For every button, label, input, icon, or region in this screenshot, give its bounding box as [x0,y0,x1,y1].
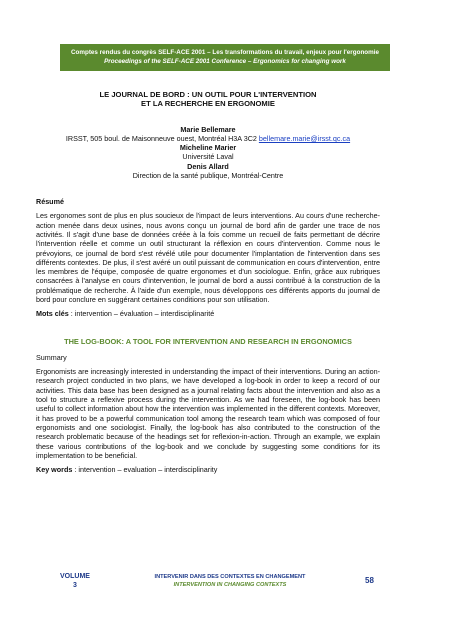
proceedings-header-band [60,44,390,71]
summary-keywords-label: Key words [36,465,73,475]
volume-label: VOLUME [60,573,90,580]
english-title: THE LOG-BOOK: A TOOL FOR INTERVENTION AND RESEARCH IN ERGONOMICS [64,336,352,346]
author-block [36,125,380,180]
resume-keywords-list: : intervention – évaluation – interdisciplinarité [68,309,215,319]
summary-text: Ergonomists are increasingly interested in understanding the impact of their interventions. During an action-research project conducted in two plans, we have developed a log-book in order to keep a record of our activities. This data base has been designed as a journal relating facts about the intervention and also as a tool to structure a reflexive process during the intervention. As we had foreseen, the log-book has been useful to collect information about how the intervention was implemented in the different contexts. Moreover, it has proved to be a powerful communication tool among the research team which was composed of four ergonomists and one sociologist. Finally, the log-book has also contributed to the construction of the research problematic because of the headings set for reflexion-in-action. Through an example, we explain these various contributions of the log-book and we conclude by suggesting some conditions for its implementation to be beneficial. [36,367,380,460]
author-1-address: IRSST, 505 boul. de Maisonneuve ouest, Montréal H3A 3C2 [65,134,259,144]
title-line-2: ET LA RECHERCHE EN ERGONOMIE [141,99,275,109]
author-2-name: Micheline Marier [179,143,237,153]
resume-keywords [36,309,380,318]
header-line-fr: Comptes rendus du congrès SELF-ACE 2001 – Les transformations du travail, enjeux pour l'ergonomie [70,49,379,56]
author-1-email-link[interactable]: bellemare.marie@irsst.qc.ca [258,134,351,144]
resume-keywords-label: Mots clés [36,309,69,319]
summary-keywords-list: : intervention – evaluation – interdisciplinarity [72,465,218,475]
page-number: 58 [365,576,374,585]
paper-body [36,90,380,492]
volume-number: 3 [73,582,77,589]
author-3-affiliation: Direction de la santé publique, Montréal-Centre [132,170,284,180]
title-line-1: LE JOURNAL DE BORD : UN OUTIL POUR L'INTERVENTION [99,90,317,99]
volume-indicator [60,572,90,590]
footer-theme-fr: INTERVENIR DANS DES CONTEXTES EN CHANGEMENT [154,574,306,580]
summary-keywords [36,465,380,474]
author-1-affiliation [36,134,380,143]
author-2-affiliation: Université Laval [182,152,234,162]
footer-theme [150,573,310,589]
paper-title [36,90,380,109]
header-line-en: Proceedings of the SELF-ACE 2001 Conference – Ergonomics for changing work [104,58,346,65]
footer-theme-en: INTERVENTION IN CHANGING CONTEXTS [173,582,287,588]
author-3-name: Denis Allard [187,161,229,171]
summary-heading: Summary [36,352,67,362]
resume-heading: Résumé [36,197,64,207]
resume-text: Les ergonomes sont de plus en plus soucieux de l'impact de leurs interventions. Au cours d'une recherche-action menée dans deux usines, nous avons conçu un journal de bord afin de garder une trace de nos activités. Il s'agit d'une base de données créée à la fois comme un recueil de faits permettant de décrire l'intervention réelle et comme un outil structurant la réflexion en cours d'intervention. Comme nous le prévoyions, ce journal de bord s'est révélé utile pour documenter l'implantation de l'intervention dans ses différents contextes. De plus, il s'est avéré un outil puissant de communication en cours d'intervention, entre les membres de l'équipe, composée de quatre ergonomes et d'un sociologue. Enfin, grâce aux rubriques consacrées à l'analyse en cours d'intervention, le journal de bord a aussi contribué à la construction de la problématique de recherche. À l'aide d'un exemple, nous développons ces différents apports du journal de bord pour conclure en suggérant certaines conditions pour son utilisation. [36,211,380,304]
author-1-name: Marie Bellemare [180,124,236,134]
